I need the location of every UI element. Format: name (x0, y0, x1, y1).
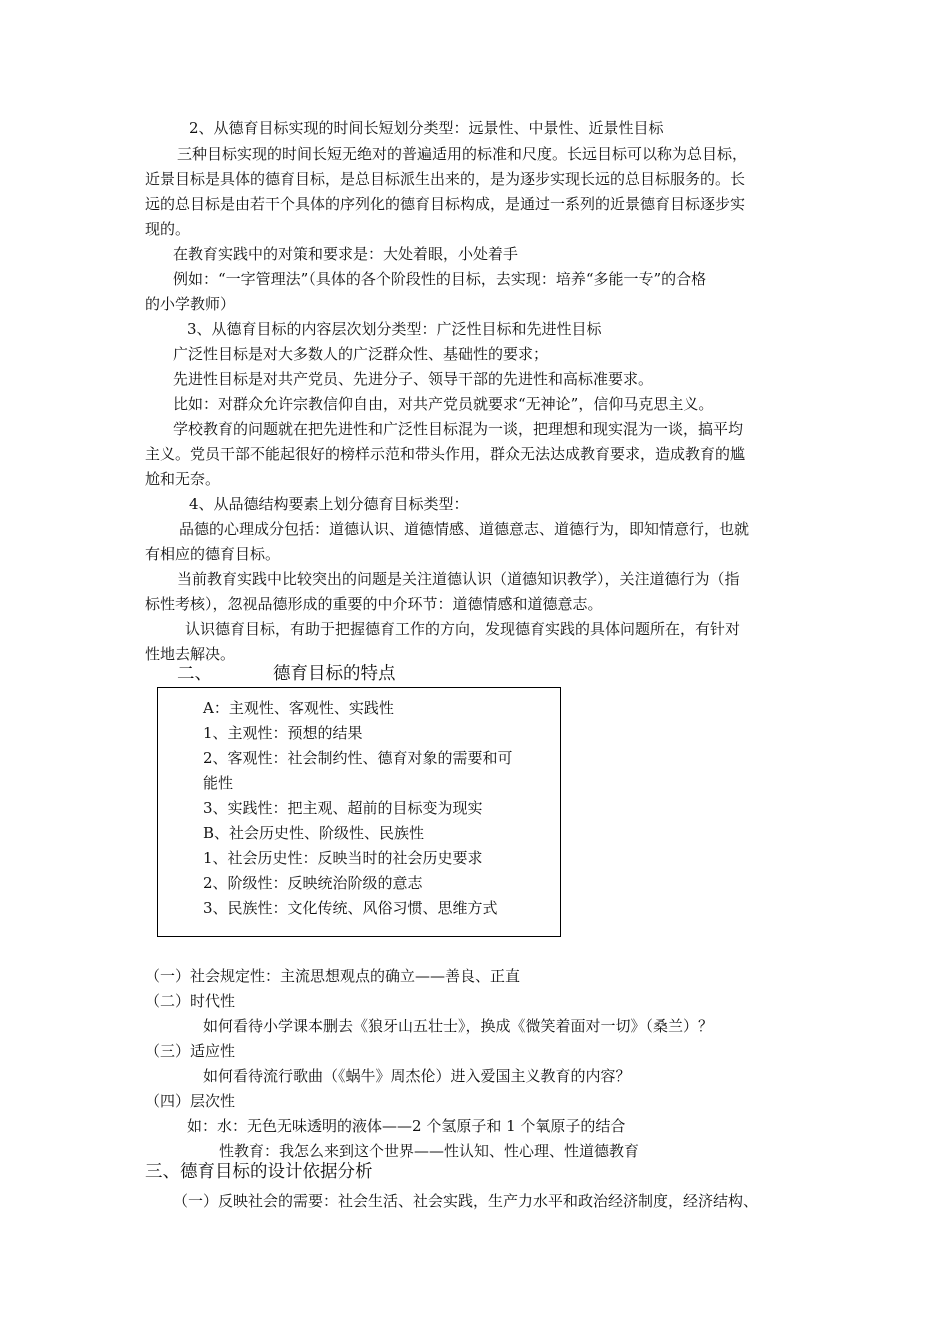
list-item-detail: 如：水：无色无味透明的液体——2 个氢原子和 1 个氧原子的结合 (187, 1117, 626, 1135)
characteristics-box (157, 687, 561, 937)
paragraph-line: 现的。 (145, 220, 191, 238)
paragraph-line: 有相应的德育目标。 (145, 545, 281, 563)
paragraph-line: 广泛性目标是对大多数人的广泛群众性、基础性的要求； (173, 345, 549, 363)
heading-level-types: 3、从德育目标的内容层次划分类型：广泛性目标和先进性目标 (187, 320, 602, 338)
box-line: 3、实践性：把主观、超前的目标变为现实 (203, 799, 483, 817)
paragraph-line: 主义。党员干部不能起很好的榜样示范和带头作用，群众无法达成教育要求，造成教育的尴 (145, 445, 746, 463)
paragraph-line: 三种目标实现的时间长短无绝对的普遍适用的标准和尺度。长远目标可以称为总目标， (177, 145, 748, 163)
list-item-adapt: （三）适应性 (145, 1042, 236, 1060)
list-item-detail: 性教育：我怎么来到这个世界——性认知、性心理、性道德教育 (219, 1142, 640, 1160)
list-item-social: （一）社会规定性：主流思想观点的确立——善良、正直 (145, 967, 521, 985)
box-line: 能性 (203, 774, 234, 792)
list-item-detail: 如何看待流行歌曲（《蜗牛》周杰伦）进入爱国主义教育的内容？ (203, 1067, 631, 1085)
paragraph-line: 当前教育实践中比较突出的问题是关注道德认识（道德知识教学），关注道德行为（指 (177, 570, 740, 588)
paragraph-line: 认识德育目标，有助于把握德育工作的方向，发现德育实践的具体问题所在，有针对 (185, 620, 741, 638)
paragraph-line: 在教育实践中的对策和要求是：大处着眼，小处着手 (173, 245, 519, 263)
list-item-era: （二）时代性 (145, 992, 236, 1010)
list-item-level: （四）层次性 (145, 1092, 236, 1110)
list-item-detail: 如何看待小学课本删去《狼牙山五壮士》，换成《微笑着面对一切》（桑兰）？ (203, 1017, 714, 1035)
section-heading-characteristics: 德育目标的特点 (273, 664, 396, 684)
box-line: 2、阶级性：反映统治阶级的意志 (203, 874, 423, 892)
paragraph-line: 标性考核），忽视品德形成的重要的中介环节：道德情感和道德意志。 (145, 595, 603, 613)
paragraph-line: 尬和无奈。 (145, 470, 221, 488)
heading-structure-types: 4、从品德结构要素上划分德育目标类型： (189, 495, 469, 513)
box-line: 3、民族性：文化传统、风俗习惯、思维方式 (203, 899, 498, 917)
box-line: 1、主观性：预想的结果 (203, 724, 363, 742)
paragraph-line: 性地去解决。 (145, 645, 236, 663)
box-line: 2、客观性：社会制约性、德育对象的需要和可 (203, 749, 513, 767)
paragraph-line: （一）反映社会的需要：社会生活、社会实践，生产力水平和政治经济制度，经济结构、 (173, 1192, 759, 1210)
paragraph-line: 比如：对群众允许宗教信仰自由，对共产党员就要求“无神论”，信仰马克思主义。 (173, 395, 714, 413)
box-line: A：主观性、客观性、实践性 (203, 699, 394, 717)
paragraph-line: 学校教育的问题就在把先进性和广泛性目标混为一谈，把理想和现实混为一谈，搞平均 (173, 420, 744, 438)
paragraph-line: 品德的心理成分包括：道德认识、道德情感、道德意志、道德行为，即知情意行，也就 (179, 520, 750, 538)
paragraph-line: 先进性目标是对共产党员、先进分子、领导干部的先进性和高标准要求。 (173, 370, 654, 388)
box-line: 1、社会历史性：反映当时的社会历史要求 (203, 849, 483, 867)
box-line: B、社会历史性、阶级性、民族性 (203, 824, 425, 842)
paragraph-line: 远的总目标是由若干个具体的序列化的德育目标构成，是通过一系列的近景德育目标逐步实 (145, 195, 746, 213)
paragraph-line: 近景目标是具体的德育目标，是总目标派生出来的，是为逐步实现长远的总目标服务的。长 (145, 170, 746, 188)
section-heading-design-basis: 三、德育目标的设计依据分析 (145, 1162, 373, 1182)
paragraph-line: 例如：“一字管理法”（具体的各个阶段性的目标，去实现：培养“多能一专”的合格 (173, 270, 707, 288)
paragraph-line: 的小学教师） (145, 295, 236, 313)
section-number: 二、 (177, 664, 212, 684)
heading-time-types: 2、从德育目标实现的时间长短划分类型：远景性、中景性、近景性目标 (189, 119, 664, 137)
